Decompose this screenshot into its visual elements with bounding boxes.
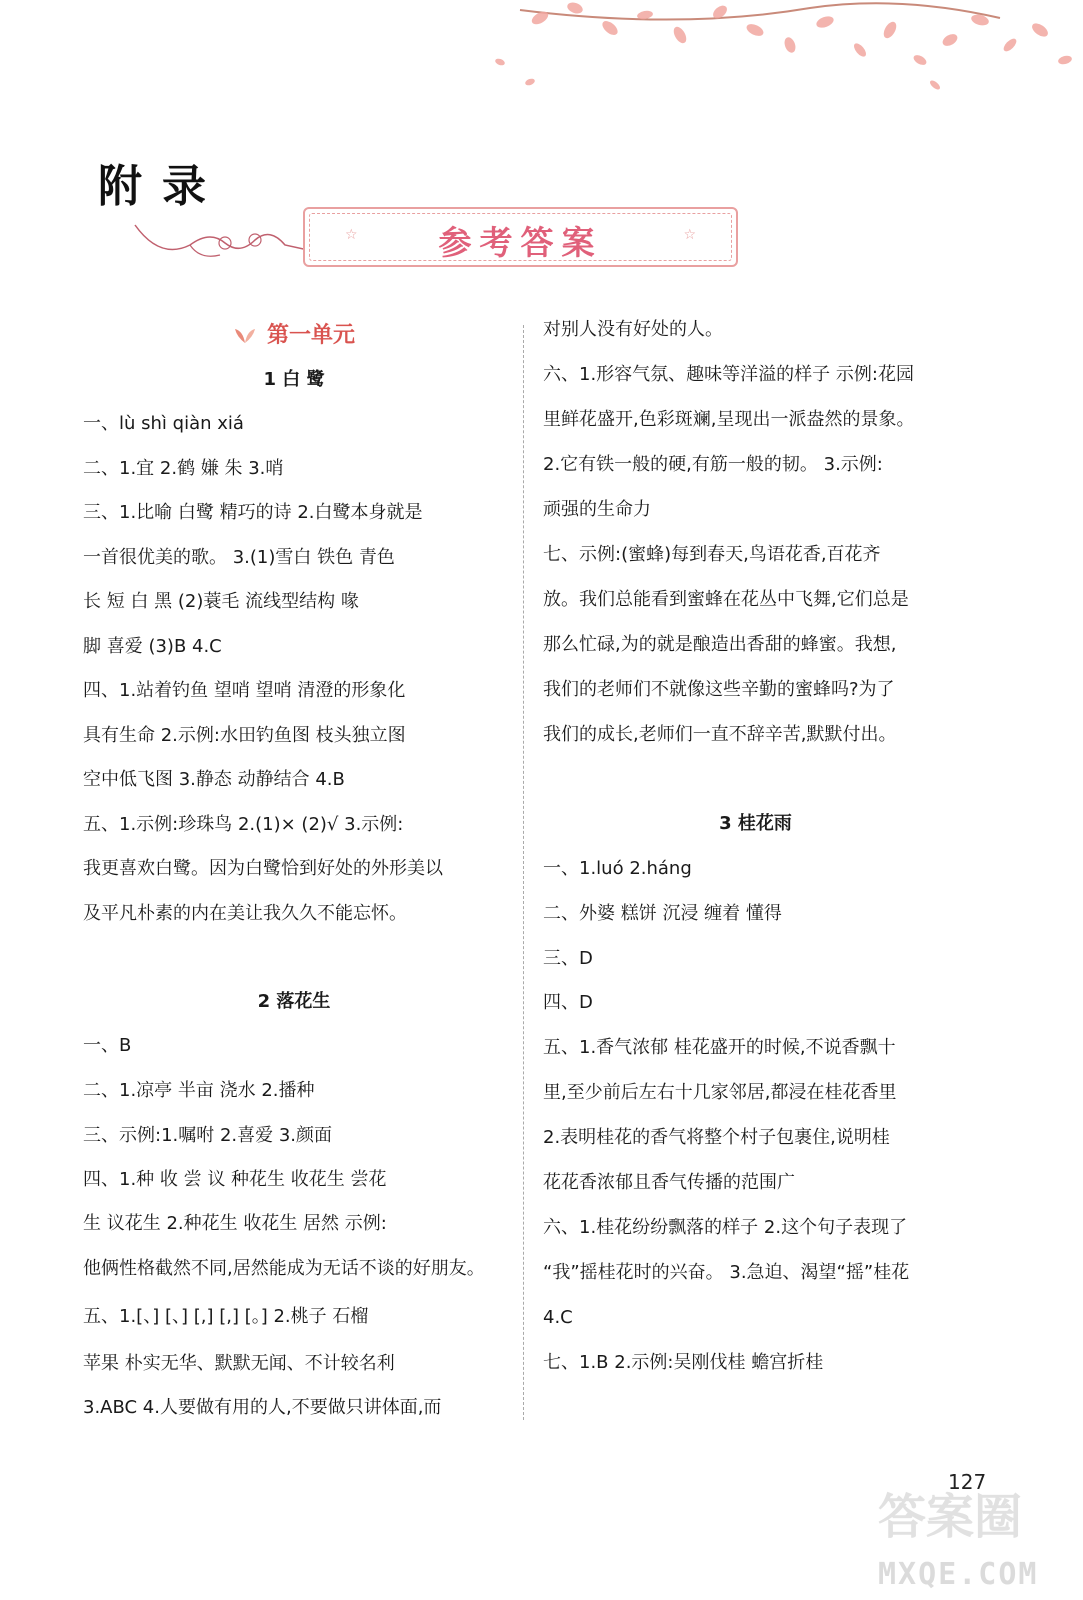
answer-line: 三、D [543,948,593,969]
page-number: 127 [948,1470,987,1494]
column-divider [523,325,524,1420]
answer-line: 一、1.luó 2.háng [543,858,692,879]
answer-title: 参考答案 [438,223,603,262]
answer-line: 五、1.[、] [、] [,] [,] [。] 2.桃子 石榴 [83,1306,369,1327]
answer-line: 脚 喜爱 (3)B 4.C [83,636,222,657]
answer-line: 我们的老师们不就像这些辛勤的蜜蜂吗?为了 [543,679,895,700]
answer-line: 花花香浓郁且香气传播的范围广 [543,1172,795,1193]
answer-line: 一、lù shì qiàn xiá [83,413,244,434]
watermark [878,1478,1078,1598]
answer-line: 二、1.宜 2.鹤 嫌 朱 3.哨 [83,458,284,479]
answer-title-box [303,207,738,267]
blossom-decoration [480,0,1083,110]
watermark-logo: 答案圈 [878,1489,1023,1545]
ribbon-decoration [130,205,310,275]
answer-line: 七、1.B 2.示例:吴刚伐桂 蟾宫折桂 [543,1352,824,1373]
star-icon: ☆ [345,227,358,243]
watermark-url: MXQE.COM [878,1557,1039,1592]
answer-line: 二、外婆 糕饼 沉浸 缠着 懂得 [543,903,782,924]
answer-line: 四、D [543,992,593,1013]
answer-line: 四、1.站着钓鱼 望哨 望哨 清澄的形象化 [83,680,406,701]
answer-line: 里,至少前后左右十几家邻居,都浸在桂花香里 [543,1082,897,1103]
answer-line: 生 议花生 2.种花生 收花生 居然 示例: [83,1213,387,1234]
answer-line: 苹果 朴实无华、默默无闻、不计较名利 [83,1353,395,1374]
answer-line: 三、示例:1.嘱咐 2.喜爱 3.颜面 [83,1125,333,1146]
answer-line: 4.C [543,1307,573,1328]
lesson-title: 1 白 鹭 [263,369,325,390]
answer-line: 一首很优美的歌。 3.(1)雪白 铁色 青色 [83,547,395,568]
lesson-title: 2 落花生 [257,991,331,1012]
answer-line: 四、1.种 收 尝 议 种花生 收花生 尝花 [83,1169,387,1190]
answer-line: 二、1.凉亭 半亩 浇水 2.播种 [83,1080,315,1101]
answer-line: 2.它有铁一般的硬,有筋一般的韧。 3.示例: [543,454,883,475]
answer-line: 我们的成长,老师们一直不辞辛苦,默默付出。 [543,724,897,745]
answer-line: 顽强的生命力 [543,499,651,520]
lesson-title: 3 桂花雨 [719,813,792,834]
appendix-title: 附录 [98,161,226,212]
answer-line: 放。我们总能看到蜜蜂在花丛中飞舞,它们总是 [543,589,909,610]
answer-line: 六、1.桂花纷纷飘落的样子 2.这个句子表现了 [543,1217,908,1238]
answer-line: 七、示例:(蜜蜂)每到春天,鸟语花香,百花齐 [543,544,881,565]
answer-line: 三、1.比喻 白鹭 精巧的诗 2.白鹭本身就是 [83,502,423,523]
answer-line: 六、1.形容气氛、趣味等洋溢的样子 示例:花园 [543,364,914,385]
answer-line: 里鲜花盛开,色彩斑斓,呈现出一派盎然的景象。 [543,409,915,430]
answer-line: 我更喜欢白鹭。因为白鹭恰到好处的外形美以 [83,858,443,879]
star-icon: ☆ [683,227,696,243]
answer-line: 及平凡朴素的内在美让我久久不能忘怀。 [83,903,407,924]
answer-line: 长 短 白 黑 (2)蓑毛 流线型结构 喙 [83,591,359,612]
unit-heading [83,318,505,348]
answer-line: 那么忙碌,为的就是酿造出香甜的蜂蜜。我想, [543,634,897,655]
answer-line: 2.表明桂花的香气将整个村子包裹住,说明桂 [543,1127,890,1148]
answer-line: 对别人没有好处的人。 [543,319,723,340]
answer-line: “我”摇桂花时的兴奋。 3.急迫、渴望“摇”桂花 [543,1262,910,1283]
unit-title: 第一单元 [266,322,355,348]
answer-line: 五、1.香气浓郁 桂花盛开的时候,不说香飘十 [543,1037,896,1058]
answer-line: 3.ABC 4.人要做有用的人,不要做只讲体面,而 [83,1397,442,1418]
answer-line: 他俩性格截然不同,居然能成为无话不谈的好朋友。 [83,1258,485,1279]
answer-line: 空中低飞图 3.静态 动静结合 4.B [83,769,345,790]
leaf-icon [233,325,257,345]
answer-line: 五、1.示例:珍珠鸟 2.(1)× (2)√ 3.示例: [83,814,404,835]
answer-line: 具有生命 2.示例:水田钓鱼图 枝头独立图 [83,725,406,746]
answer-line: 一、B [83,1035,132,1056]
